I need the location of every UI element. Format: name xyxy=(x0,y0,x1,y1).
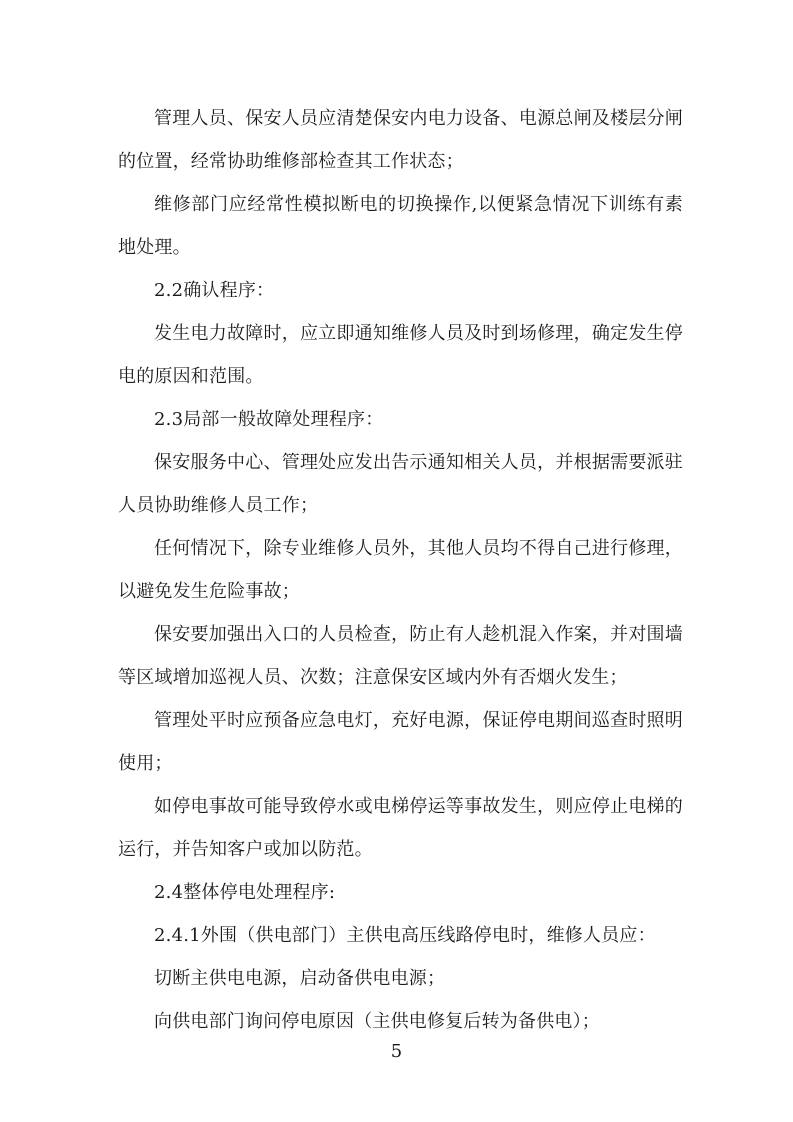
paragraph: 管理处平时应预备应急电灯，充好电源，保证停电期间巡查时照明使用； xyxy=(118,710,683,774)
section-heading: 2.4整体停电处理程序: xyxy=(154,882,336,903)
paragraph: 保安服务中心、管理处应发出告示通知相关人员，并根据需要派驻人员协助维修人员工作； xyxy=(118,452,683,516)
document-body xyxy=(118,97,683,1043)
paragraph: 任何情况下，除专业维修人员外，其他人员均不得自己进行修理，以避免发生危险事故； xyxy=(118,538,683,602)
paragraph: 发生电力故障时，应立即通知维修人员及时到场修理，确定发生停电的原因和范围。 xyxy=(118,323,683,387)
section-heading: 2.2确认程序： xyxy=(154,280,275,301)
paragraph: 向供电部门询问停电原因（主供电修复后转为备供电）； xyxy=(154,1011,600,1032)
paragraph: 切断主供电电源，启动备供电电源； xyxy=(154,968,446,989)
paragraph: 管理人员、保安人员应清楚保安内电力设备、电源总闸及楼层分闸的位置，经常协助维修部检查其工作状态； xyxy=(118,108,683,172)
paragraph: 如停电事故可能导致停水或电梯停运等事故发生，则应停止电梯的运行，并告知客户或加以防范。 xyxy=(118,796,683,860)
page-number: 5 xyxy=(390,1041,403,1062)
section-heading: 2.3局部一般故障处理程序： xyxy=(154,409,384,430)
paragraph: 维修部门应经常性模拟断电的切换操作,以便紧急情况下训练有素地处理。 xyxy=(118,194,683,258)
paragraph: 保安要加强出入口的人员检查，防止有人趁机混入作案，并对围墙等区域增加巡视人员、次数；注意保安区域内外有否烟火发生； xyxy=(118,624,683,688)
subsection-heading: 2.4.1外围（供电部门）主供电高压线路停电时，维修人员应： xyxy=(154,925,656,946)
